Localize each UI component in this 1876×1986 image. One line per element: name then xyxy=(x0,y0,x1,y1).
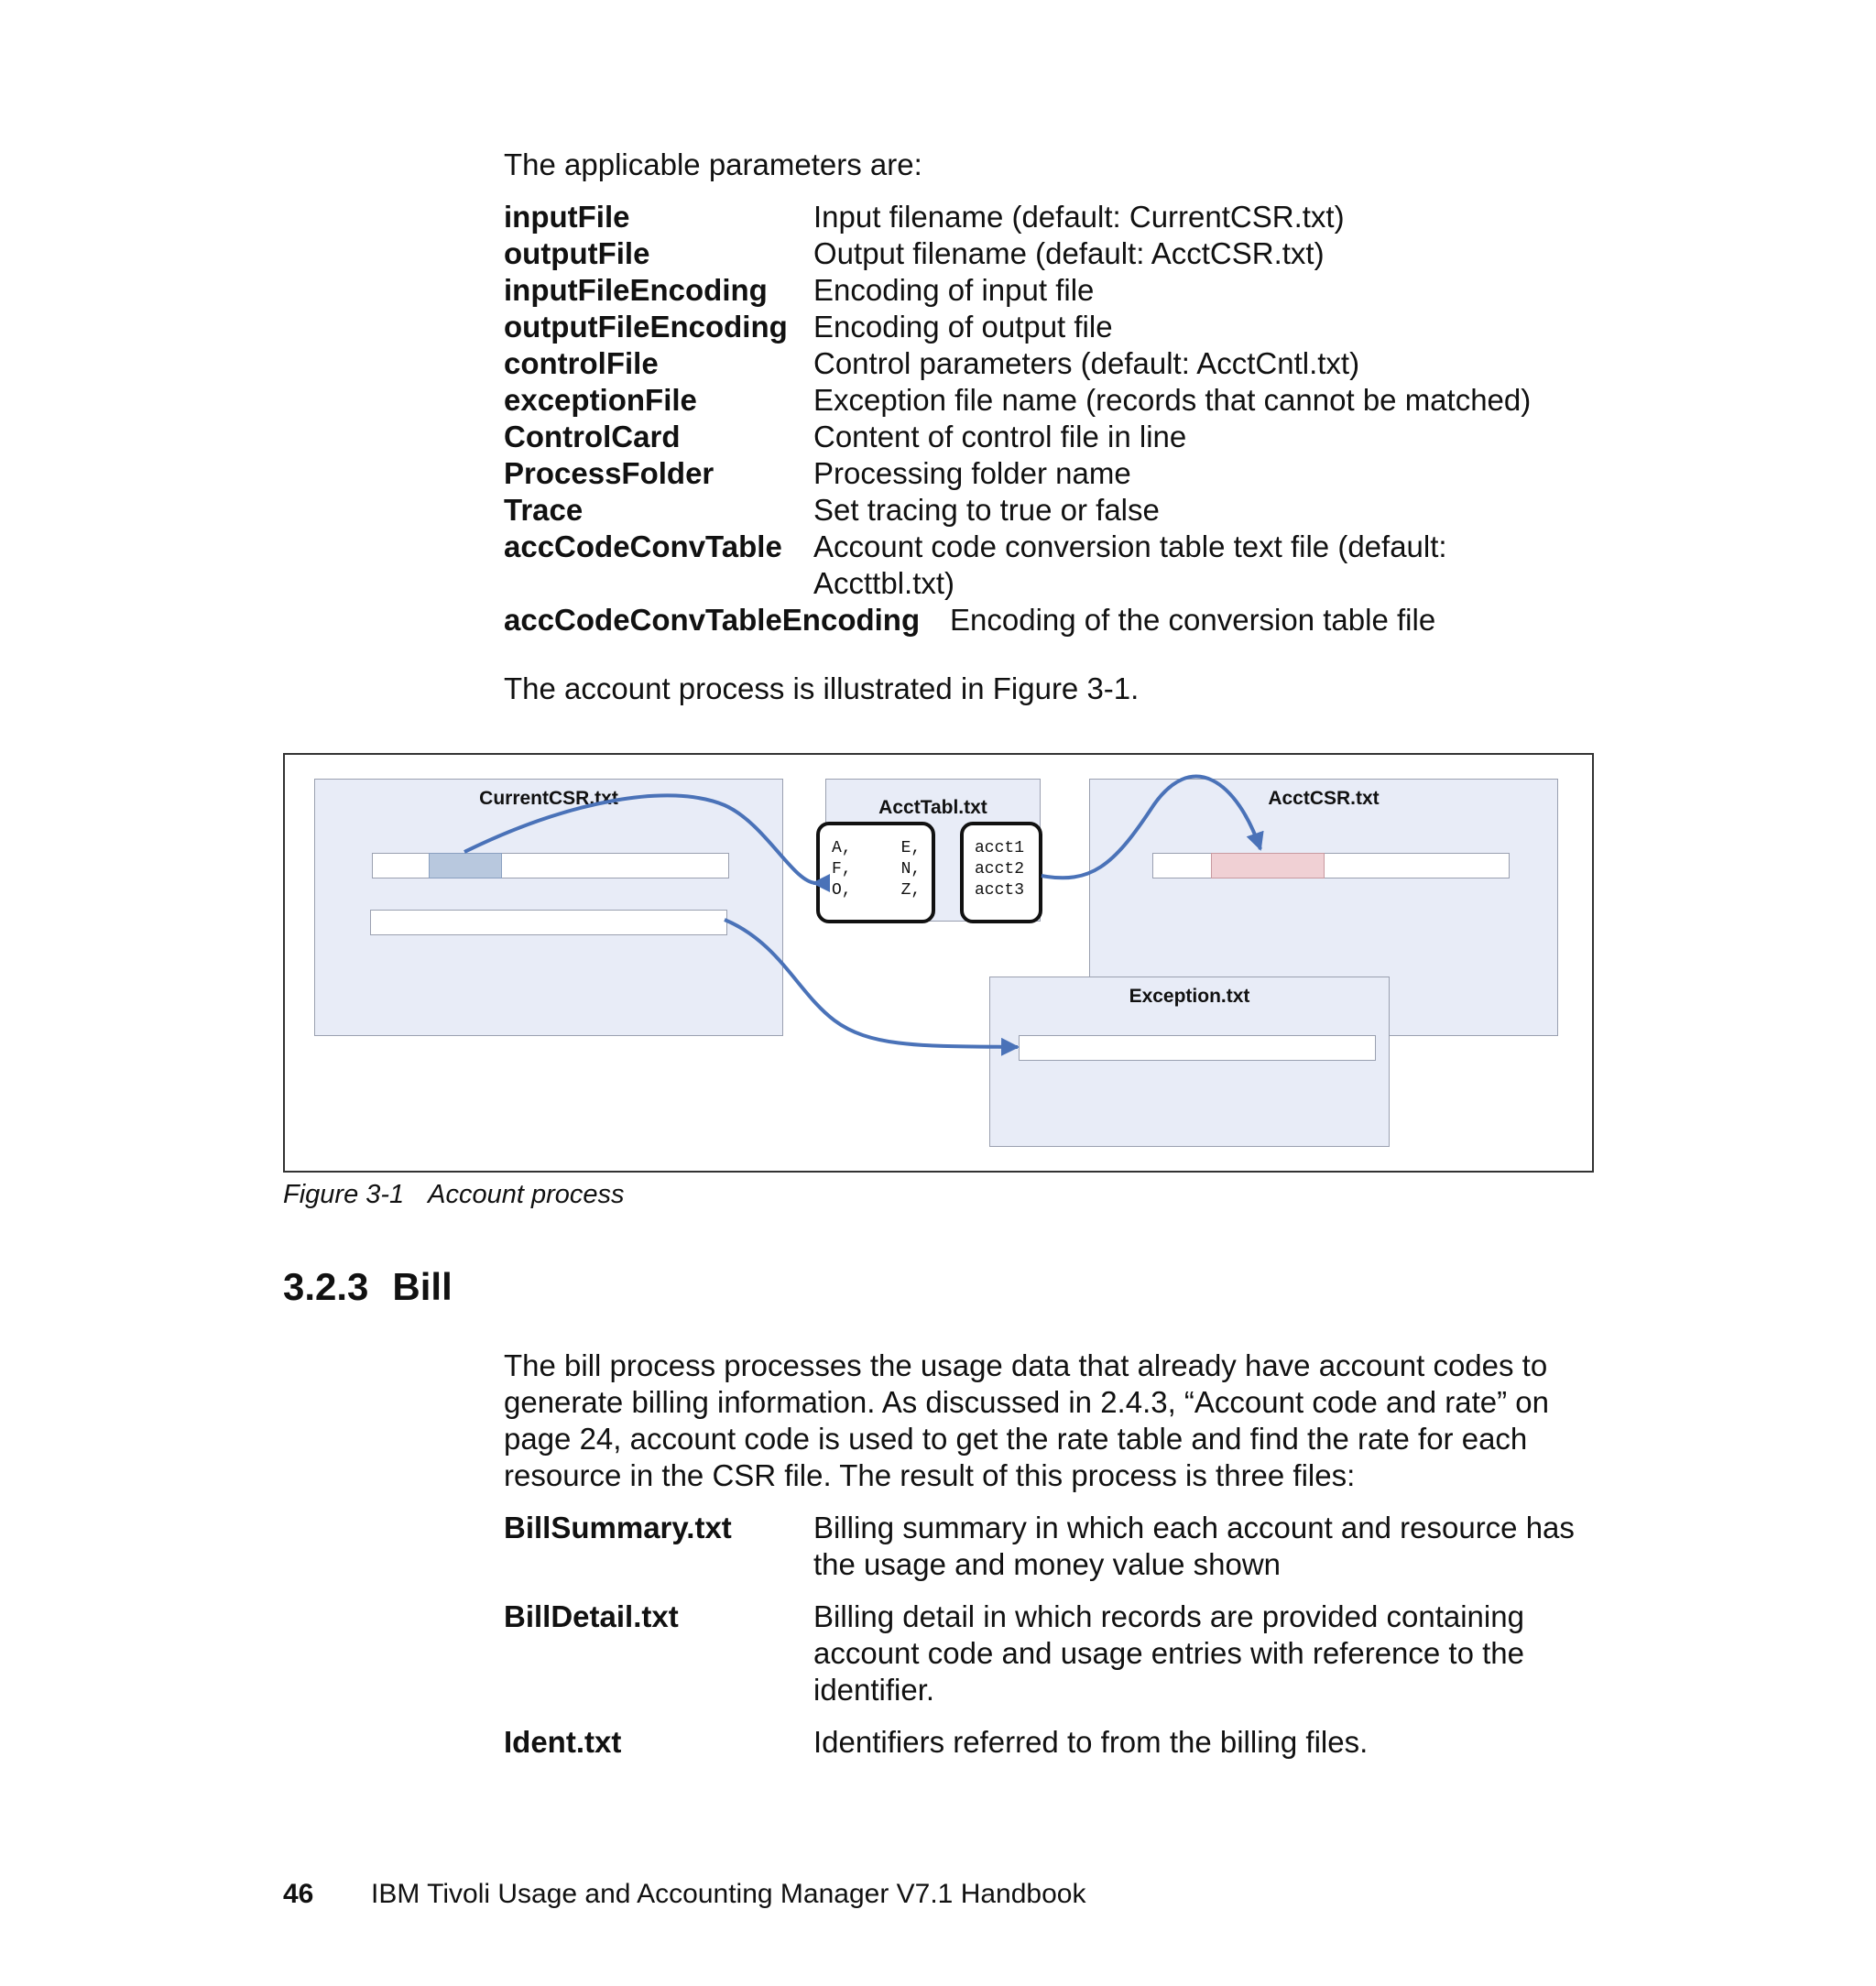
paragraph-line: page 24, account code is used to get the rate table and find the rate for each xyxy=(504,1422,1528,1456)
code-range-line: F, N, xyxy=(832,860,922,878)
exception-arrow xyxy=(725,920,1018,1047)
exception-title: Exception.txt xyxy=(1129,986,1250,1007)
param-desc: Control parameters (default: AcctCntl.txt) xyxy=(813,346,1360,380)
accttabl-title: AcctTabl.txt xyxy=(878,797,987,818)
param-term: outputFileEncoding xyxy=(504,310,788,344)
param-term: ControlCard xyxy=(504,420,681,453)
param-desc: Processing folder name xyxy=(813,456,1131,490)
param-term: controlFile xyxy=(504,346,659,380)
param-desc: Input filename (default: CurrentCSR.txt) xyxy=(813,200,1345,234)
account-code-line: acct1 xyxy=(975,839,1025,857)
param-term: ProcessFolder xyxy=(504,456,714,490)
flow-arrows xyxy=(285,755,1592,1171)
page-number: 46 xyxy=(283,1879,314,1909)
bill-file-term: BillSummary.txt xyxy=(504,1511,732,1544)
param-desc: Output filename (default: AcctCSR.txt) xyxy=(813,236,1325,270)
bill-file-desc: account code and usage entries with reference to the xyxy=(813,1636,1524,1670)
bill-file-desc: Billing summary in which each account and resource has xyxy=(813,1511,1575,1544)
figure-number: Figure 3-1 xyxy=(283,1180,405,1209)
param-desc: Encoding of output file xyxy=(813,310,1113,344)
section-heading xyxy=(283,1264,453,1310)
param-desc-continued: Accttbl.txt) xyxy=(813,566,955,600)
account-process-figure xyxy=(283,753,1594,1173)
figure-reference-text: The account process is illustrated in Figure 3-1. xyxy=(504,671,1140,705)
param-term: accCodeConvTable xyxy=(504,529,782,563)
bill-file-desc: Identifiers referred to from the billing files. xyxy=(813,1725,1369,1759)
code-range-line: O, Z, xyxy=(832,881,922,900)
param-term: outputFile xyxy=(504,236,650,270)
account-code-line: acct3 xyxy=(975,881,1025,900)
figure-caption-title: Account process xyxy=(428,1180,625,1209)
acctcsr-title: AcctCSR.txt xyxy=(1268,788,1380,809)
bill-file-desc: the usage and money value shown xyxy=(813,1547,1282,1581)
param-term: Trace xyxy=(504,493,584,527)
output-arrow xyxy=(1042,777,1260,878)
param-desc: Encoding of input file xyxy=(813,273,1095,307)
param-term: inputFile xyxy=(504,200,630,234)
code-range-line: A, E, xyxy=(832,839,922,857)
bill-file-desc: identifier. xyxy=(813,1673,935,1707)
current-csr-title: CurrentCSR.txt xyxy=(479,788,618,809)
param-term: accCodeConvTableEncoding xyxy=(504,603,921,637)
paragraph-line: generate billing information. As discussed in 2.4.3, “Account code and rate” on xyxy=(504,1385,1550,1419)
param-desc: Exception file name (records that cannot be matched) xyxy=(813,383,1532,417)
paragraph-line: The bill process processes the usage data that already have account codes to xyxy=(504,1348,1548,1382)
param-term: inputFileEncoding xyxy=(504,273,768,307)
param-desc: Account code conversion table text file (default: xyxy=(813,529,1447,563)
bill-file-term: BillDetail.txt xyxy=(504,1599,679,1633)
section-title: Bill xyxy=(392,1265,453,1308)
intro-text: The applicable parameters are: xyxy=(504,147,922,181)
section-number: 3.2.3 xyxy=(283,1265,369,1308)
param-term: exceptionFile xyxy=(504,383,697,417)
bill-file-term: Ident.txt xyxy=(504,1725,622,1759)
paragraph-line: resource in the CSR file. The result of this process is three files: xyxy=(504,1458,1356,1492)
param-desc: Encoding of the conversion table file xyxy=(950,603,1436,637)
figure-caption xyxy=(283,1178,625,1211)
book-title: IBM Tivoli Usage and Accounting Manager V7.1 Handbook xyxy=(371,1879,1086,1909)
param-desc: Content of control file in line xyxy=(813,420,1187,453)
bill-file-desc: Billing detail in which records are provided containing xyxy=(813,1599,1524,1633)
account-code-line: acct2 xyxy=(975,860,1025,878)
param-desc: Set tracing to true or false xyxy=(813,493,1160,527)
lookup-arrow xyxy=(464,795,816,883)
